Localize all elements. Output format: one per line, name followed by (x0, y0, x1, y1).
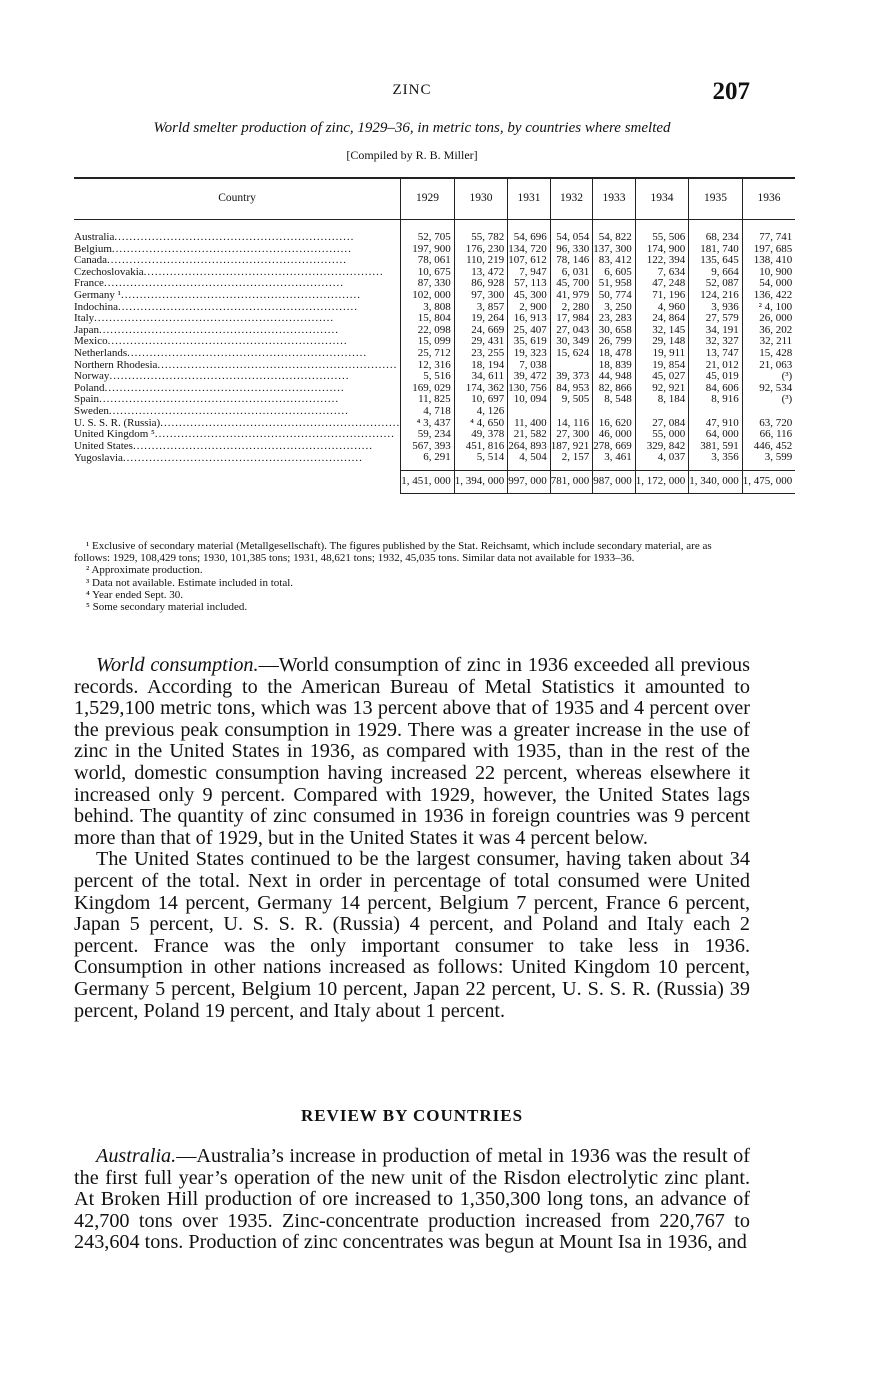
value-cell: (³) (742, 371, 795, 383)
value-cell: 84, 606 (689, 383, 743, 395)
leader-dots (99, 325, 339, 336)
country-name: Norway (74, 371, 110, 383)
value-cell: 47, 248 (635, 278, 689, 290)
value-cell: 137, 300 (593, 244, 636, 256)
total-cell: 1, 451, 000 (401, 470, 455, 493)
value-cell: 36, 202 (742, 325, 795, 337)
country-cell (74, 325, 401, 337)
value-cell: 92, 534 (742, 383, 795, 395)
country-name: Germany ¹ (74, 289, 121, 301)
value-cell: 29, 431 (454, 336, 508, 348)
value-cell: 54, 054 (550, 232, 593, 244)
value-cell: 27, 579 (689, 313, 743, 325)
value-cell: 19, 264 (454, 313, 508, 325)
value-cell: 5, 516 (401, 371, 455, 383)
value-cell: 19, 323 (508, 348, 551, 360)
value-cell: 23, 255 (454, 348, 508, 360)
value-cell: 16, 620 (593, 418, 636, 430)
value-cell: 7, 038 (508, 360, 551, 372)
value-cell: 51, 958 (593, 278, 636, 290)
leader-dots (157, 360, 397, 371)
value-cell: 27, 043 (550, 325, 593, 337)
value-cell: 381, 591 (689, 441, 743, 453)
value-cell: 135, 645 (689, 255, 743, 267)
table-row (74, 232, 795, 244)
table-row (74, 348, 795, 360)
value-cell: 7, 634 (635, 267, 689, 279)
value-cell: 29, 148 (635, 336, 689, 348)
table-header-row (74, 178, 795, 220)
value-cell: 3, 857 (454, 302, 508, 314)
total-cell: 1, 172, 000 (635, 470, 689, 493)
country-cell (74, 360, 401, 372)
table-row (74, 429, 795, 441)
running-title: ZINC (392, 82, 432, 98)
country-cell (74, 267, 401, 279)
value-cell: 110, 219 (454, 255, 508, 267)
compiled-by: [Compiled by R. B. Miller] (346, 148, 478, 162)
smelter-production-table (74, 177, 795, 494)
leader-dots (123, 452, 363, 463)
value-cell: 39, 373 (550, 371, 593, 383)
value-cell: 34, 191 (689, 325, 743, 337)
table-title: World smelter production of zinc, 1929–36, in metric tons, by countries where smelted (153, 120, 671, 136)
column-header: 1931 (508, 178, 551, 220)
leader-dots (160, 418, 400, 429)
value-cell: 6, 605 (593, 267, 636, 279)
value-cell (593, 406, 636, 418)
value-cell: 187, 921 (550, 441, 593, 453)
value-cell: 10, 675 (401, 267, 455, 279)
value-cell: 87, 330 (401, 278, 455, 290)
leader-dots (94, 313, 334, 324)
value-cell: 34, 611 (454, 371, 508, 383)
value-cell: 2, 280 (550, 302, 593, 314)
value-cell: 10, 697 (454, 394, 508, 406)
total-row (74, 470, 795, 493)
value-cell: 197, 685 (742, 244, 795, 256)
country-cell (74, 348, 401, 360)
total-cell: 1, 394, 000 (454, 470, 508, 493)
leader-dots (114, 232, 354, 243)
value-cell: 84, 953 (550, 383, 593, 395)
value-cell: 64, 000 (689, 429, 743, 441)
value-cell: 22, 098 (401, 325, 455, 337)
country-name: U. S. S. R. (Russia) (74, 417, 161, 429)
value-cell: 4, 718 (401, 406, 455, 418)
value-cell: 45, 300 (508, 290, 551, 302)
column-header: 1932 (550, 178, 593, 220)
value-cell: 24, 864 (635, 313, 689, 325)
value-cell: 13, 747 (689, 348, 743, 360)
country-cell (74, 418, 401, 430)
value-cell: 49, 378 (454, 429, 508, 441)
total-cell: 987, 000 (593, 470, 636, 493)
value-cell: 44, 948 (593, 371, 636, 383)
value-cell: (³) (742, 394, 795, 406)
value-cell: 9, 664 (689, 267, 743, 279)
footnote: ⁵ Some secondary material included. (86, 601, 248, 614)
country-cell (74, 429, 401, 441)
value-cell: 19, 911 (635, 348, 689, 360)
country-name: Poland (74, 382, 105, 394)
value-cell: 10, 900 (742, 267, 795, 279)
value-cell: 86, 928 (454, 278, 508, 290)
country-name: Japan (74, 324, 100, 336)
value-cell: 18, 839 (593, 360, 636, 372)
paragraph-text: —Australia’s increase in production of metal in 1936 was the result of the first full year’s operation of the new unit of the Risdon electrolytic zinc plant. At Broken Hill production of ore increased to 1,350,300 long tons, an advance of 42,700 tons over 1935. Zinc-concentrate production increased from 220,767 to 243,604 tons. Production of zinc concentrates was begun at Mount Isa in 1936, and (74, 1145, 750, 1254)
value-cell: 176, 230 (454, 244, 508, 256)
country-cell (74, 278, 401, 290)
footnotes (74, 540, 750, 613)
value-cell: 136, 422 (742, 290, 795, 302)
country-name: United States (74, 440, 133, 452)
country-name: Indochina (74, 301, 118, 313)
paragraph-lead: Australia. (96, 1145, 177, 1167)
value-cell: 32, 211 (742, 336, 795, 348)
value-cell: 55, 782 (454, 232, 508, 244)
value-cell: 30, 658 (593, 325, 636, 337)
value-cell: ⁴ 3, 437 (401, 418, 455, 430)
section-heading: REVIEW BY COUNTRIES (300, 1106, 524, 1125)
footnote: ⁴ Year ended Sept. 30. (86, 588, 184, 601)
country-cell (74, 302, 401, 314)
value-cell: 329, 842 (635, 441, 689, 453)
value-cell: 18, 194 (454, 360, 508, 372)
leader-dots (99, 394, 339, 405)
column-header: 1933 (593, 178, 636, 220)
value-cell: 25, 407 (508, 325, 551, 337)
value-cell: 6, 031 (550, 267, 593, 279)
world-consumption-section (74, 655, 750, 1022)
value-cell: 41, 979 (550, 290, 593, 302)
australia-section (74, 1146, 750, 1254)
paragraph-text: —World consumption of zinc in 1936 exceeded all previous records. According to the American Bureau of Metal Statistics it amounted to 1,529,100 metric tons, which was 13 percent above that of 1935 and 4 percent over the previous peak consumption in 1929. There was a greater increase in the use of zinc in the United States in 1936, as compared with 1935, than in the rest of the world, domestic consumption having increased 22 percent, whereas elsewhere it increased only 9 percent. Compared with 1929, however, the United States lags behind. The quantity of zinc consumed in 1936 in foreign countries was 9 percent more than that of 1929, but in the United States it was 4 percent below. (74, 654, 750, 849)
value-cell: 3, 936 (689, 302, 743, 314)
value-cell (550, 406, 593, 418)
value-cell: 35, 619 (508, 336, 551, 348)
leader-dots (118, 302, 358, 313)
value-cell: 24, 669 (454, 325, 508, 337)
value-cell: 39, 472 (508, 371, 551, 383)
country-name: France (74, 278, 104, 290)
value-cell: 4, 504 (508, 452, 551, 470)
value-cell: 68, 234 (689, 232, 743, 244)
footnote: ³ Data not available. Estimate included in total. (86, 576, 294, 589)
value-cell: 567, 393 (401, 441, 455, 453)
value-cell: 52, 087 (689, 278, 743, 290)
value-cell: 7, 947 (508, 267, 551, 279)
total-cell: 781, 000 (550, 470, 593, 493)
column-header: 1929 (401, 178, 455, 220)
table-row (74, 313, 795, 325)
value-cell: 169, 029 (401, 383, 455, 395)
country-cell (74, 406, 401, 418)
running-head (74, 80, 750, 108)
column-header: 1930 (454, 178, 508, 220)
value-cell: 4, 960 (635, 302, 689, 314)
value-cell: 54, 000 (742, 278, 795, 290)
value-cell: 8, 184 (635, 394, 689, 406)
value-cell: 32, 145 (635, 325, 689, 337)
value-cell: 21, 063 (742, 360, 795, 372)
value-cell: 54, 696 (508, 232, 551, 244)
value-cell: 15, 804 (401, 313, 455, 325)
value-cell: 5, 514 (454, 452, 508, 470)
country-name: Sweden (74, 405, 109, 417)
value-cell: 264, 893 (508, 441, 551, 453)
value-cell: 3, 250 (593, 302, 636, 314)
value-cell: 122, 394 (635, 255, 689, 267)
value-cell: 30, 349 (550, 336, 593, 348)
value-cell: 47, 910 (689, 418, 743, 430)
page-number: 207 (712, 78, 750, 105)
value-cell: 45, 700 (550, 278, 593, 290)
leader-dots (107, 255, 347, 266)
country-name: Czechoslovakia (74, 266, 144, 278)
value-cell: 26, 000 (742, 313, 795, 325)
value-cell: 13, 472 (454, 267, 508, 279)
leader-dots (155, 429, 395, 440)
value-cell: 21, 582 (508, 429, 551, 441)
value-cell: 3, 356 (689, 452, 743, 470)
value-cell (689, 406, 743, 418)
paragraph (74, 1146, 750, 1254)
value-cell: 27, 300 (550, 429, 593, 441)
value-cell: 124, 216 (689, 290, 743, 302)
value-cell: 19, 854 (635, 360, 689, 372)
value-cell: 134, 720 (508, 244, 551, 256)
value-cell (508, 406, 551, 418)
value-cell: 451, 816 (454, 441, 508, 453)
column-header: Country (74, 178, 401, 220)
country-cell (74, 232, 401, 244)
total-cell: 997, 000 (508, 470, 551, 493)
leader-dots (144, 267, 384, 278)
value-cell: 174, 362 (454, 383, 508, 395)
country-name: Australia (74, 232, 115, 243)
value-cell: 25, 712 (401, 348, 455, 360)
value-cell: 446, 452 (742, 441, 795, 453)
value-cell: 23, 283 (593, 313, 636, 325)
value-cell: 3, 461 (593, 452, 636, 470)
value-cell: 12, 316 (401, 360, 455, 372)
value-cell: 15, 428 (742, 348, 795, 360)
table-row (74, 371, 795, 383)
value-cell: 8, 548 (593, 394, 636, 406)
value-cell: ⁴ 4, 650 (454, 418, 508, 430)
value-cell: 15, 099 (401, 336, 455, 348)
total-cell: 1, 340, 000 (689, 470, 743, 493)
country-name: Northern Rhodesia (74, 359, 158, 371)
value-cell: 6, 291 (401, 452, 455, 470)
leader-dots (105, 383, 345, 394)
value-cell: 130, 756 (508, 383, 551, 395)
value-cell: 50, 774 (593, 290, 636, 302)
country-name: Netherlands (74, 347, 128, 359)
country-cell (74, 290, 401, 302)
paragraph-lead: World consumption. (96, 654, 259, 676)
country-cell (74, 441, 401, 453)
value-cell: 55, 506 (635, 232, 689, 244)
value-cell: 278, 669 (593, 441, 636, 453)
value-cell: 2, 900 (508, 302, 551, 314)
value-cell: 59, 234 (401, 429, 455, 441)
value-cell: 102, 000 (401, 290, 455, 302)
value-cell: 97, 300 (454, 290, 508, 302)
value-cell: 2, 157 (550, 452, 593, 470)
value-cell: 107, 612 (508, 255, 551, 267)
value-cell: 8, 916 (689, 394, 743, 406)
value-cell: 9, 505 (550, 394, 593, 406)
country-name: United Kingdom ⁵ (74, 429, 155, 441)
value-cell: 78, 061 (401, 255, 455, 267)
value-cell: 27, 084 (635, 418, 689, 430)
value-cell: 96, 330 (550, 244, 593, 256)
value-cell: 16, 913 (508, 313, 551, 325)
value-cell: 11, 825 (401, 394, 455, 406)
leader-dots (121, 290, 361, 301)
value-cell: 32, 327 (689, 336, 743, 348)
country-name: Belgium (74, 243, 112, 255)
value-cell: ² 4, 100 (742, 302, 795, 314)
leader-dots (104, 278, 344, 289)
leader-dots (127, 348, 367, 359)
value-cell: 45, 027 (635, 371, 689, 383)
value-cell: 21, 012 (689, 360, 743, 372)
country-cell (74, 336, 401, 348)
column-header: 1936 (742, 178, 795, 220)
value-cell: 10, 094 (508, 394, 551, 406)
value-cell: 174, 900 (635, 244, 689, 256)
leader-dots (108, 336, 348, 347)
value-cell (635, 406, 689, 418)
table-body (74, 220, 795, 494)
value-cell: 66, 116 (742, 429, 795, 441)
value-cell: 138, 410 (742, 255, 795, 267)
paragraph (74, 655, 750, 849)
country-cell (74, 452, 401, 470)
leader-dots (109, 371, 349, 382)
country-cell (74, 383, 401, 395)
value-cell: 46, 000 (593, 429, 636, 441)
value-cell: 3, 599 (742, 452, 795, 470)
country-name: Mexico (74, 336, 108, 348)
country-cell (74, 244, 401, 256)
paragraph: The United States continued to be the largest consumer, having taken about 34 percent of the total. Next in order in percentage of total consumed were United Kingdom 14 percent, Germany 14 percent, Belgium 7 percent, France 6 percent, Japan 5 percent, U. S. S. R. (Russia) 4 percent, and Poland and Italy each 2 percent. France was the only important consumer to take less in 1936. Consumption in other nations increased as follows: United Kingdom 10 percent, Germany 5 percent, Belgium 10 percent, Japan 22 percent, U. S. S. R. (Russia) 39 percent, Poland 19 percent, and Italy about 1 percent. (74, 848, 750, 1022)
value-cell: 82, 866 (593, 383, 636, 395)
value-cell (742, 406, 795, 418)
total-cell: 1, 475, 000 (742, 470, 795, 493)
value-cell: 71, 196 (635, 290, 689, 302)
value-cell: 26, 799 (593, 336, 636, 348)
value-cell: 55, 000 (635, 429, 689, 441)
country-cell (74, 394, 401, 406)
value-cell: 14, 116 (550, 418, 593, 430)
footnote: ² Approximate production. (86, 564, 203, 577)
value-cell: 78, 146 (550, 255, 593, 267)
table-row (74, 452, 795, 470)
country-cell (74, 255, 401, 267)
column-header: 1935 (689, 178, 743, 220)
country-name: Spain (74, 394, 100, 406)
country-name: Canada (74, 255, 107, 267)
country-name: Yugoslavia (74, 452, 123, 464)
value-cell: 18, 478 (593, 348, 636, 360)
value-cell: 45, 019 (689, 371, 743, 383)
leader-dots (133, 441, 373, 452)
value-cell: 11, 400 (508, 418, 551, 430)
column-header: 1934 (635, 178, 689, 220)
value-cell: 57, 113 (508, 278, 551, 290)
value-cell: 17, 984 (550, 313, 593, 325)
value-cell: 77, 741 (742, 232, 795, 244)
value-cell: 4, 037 (635, 452, 689, 470)
value-cell: 92, 921 (635, 383, 689, 395)
leader-dots (112, 244, 352, 255)
country-name: Italy (74, 313, 95, 325)
value-cell: 181, 740 (689, 244, 743, 256)
footnote: ¹ Exclusive of secondary material (Metallgesellschaft). The figures published by the Stat. Reichsamt, which include secondary material, are as follows: 1929, 108,429 tons; 1930, 101,385 tons; 1931, 48,621 tons; 1932, 45,035 tons. Similar data not available for 1933–36. (74, 540, 712, 565)
value-cell: 52, 705 (401, 232, 455, 244)
leader-dots (109, 406, 349, 417)
value-cell: 4, 126 (454, 406, 508, 418)
value-cell: 197, 900 (401, 244, 455, 256)
country-cell (74, 371, 401, 383)
value-cell: 63, 720 (742, 418, 795, 430)
value-cell: 3, 808 (401, 302, 455, 314)
total-label-cell (74, 470, 401, 493)
country-cell (74, 313, 401, 325)
value-cell: 83, 412 (593, 255, 636, 267)
table-row (74, 290, 795, 302)
value-cell: 54, 822 (593, 232, 636, 244)
table-row (74, 406, 795, 418)
value-cell: 15, 624 (550, 348, 593, 360)
